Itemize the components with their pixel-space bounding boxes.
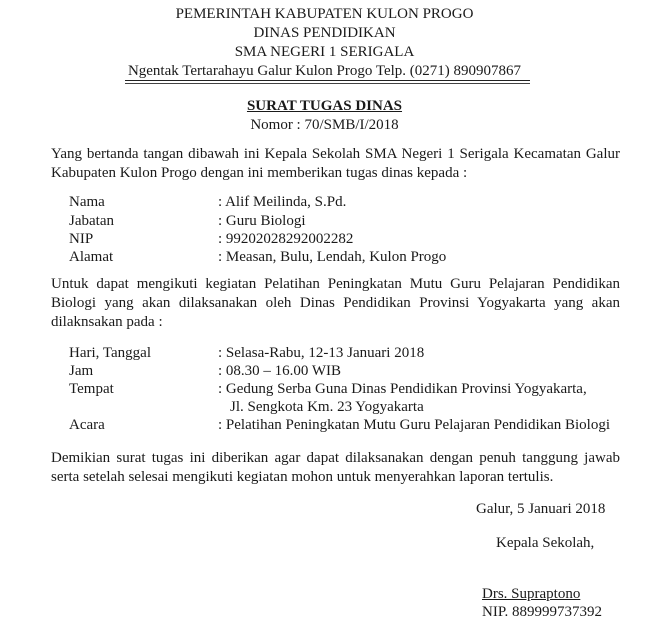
closing-paragraph: Demikian surat tugas ini diberikan agar dapat dilaksanakan dengan penuh tanggung jawab serta setelah selesai mengikuti kegiatan mohon untuk menyerahkan laporan tertulis. [51, 450, 620, 485]
schedule-place-label: Tempat [69, 381, 114, 397]
schedule-place-value-line2: Jl. Sengkota Km. 23 Yogyakarta [230, 399, 424, 415]
signature-nip: NIP. 889999737392 [482, 604, 603, 620]
assignee-name-label: Nama [69, 194, 105, 210]
assignee-name-value: : Alif Meilinda, S.Pd. [218, 194, 347, 210]
schedule-time-label: Jam [69, 363, 94, 379]
document-number: Nomor : 70/SMB/I/2018 [250, 117, 399, 133]
purpose-paragraph: Untuk dapat mengikuti kegiatan Pelatihan Peningkatan Mutu Guru Pelajaran Pendidikan Biologi yang akan dilaksanakan oleh Dinas Pendidikan Provinsi Yogyakarta yang akan dilaknsakan pada : [51, 276, 620, 330]
signature-place-date: Galur, 5 Januari 2018 [476, 501, 606, 517]
schedule-event-value: : Pelatihan Peningkatan Mutu Guru Pelajaran Pendidikan Biologi [218, 417, 611, 433]
document-title-wrap [0, 97, 649, 116]
letterhead-institution: PEMERINTAH KABUPATEN KULON PROGO [175, 6, 474, 22]
document-title: SURAT TUGAS DINAS [246, 98, 403, 114]
schedule-place-value: : Gedung Serba Guna Dinas Pendidikan Provinsi Yogyakarta, [218, 381, 587, 397]
letterhead-school: SMA NEGERI 1 SERIGALA [234, 44, 415, 60]
assignee-nip-value: : 99202028292002282 [218, 231, 354, 247]
assignee-position-label: Jabatan [69, 213, 114, 229]
schedule-time-value: : 08.30 – 16.00 WIB [218, 363, 342, 379]
schedule-day-label: Hari, Tanggal [69, 345, 151, 361]
assignee-address-value: : Measan, Bulu, Lendah, Kulon Progo [218, 249, 447, 265]
assignee-position-value: : Guru Biologi [218, 213, 306, 229]
letterhead-department: DINAS PENDIDIKAN [253, 25, 396, 41]
letterhead-divider-thick [125, 80, 530, 81]
schedule-event-label: Acara [69, 417, 105, 433]
letterhead-address: Ngentak Tertarahayu Galur Kulon Progo Telp. (0271) 890907867 [127, 63, 522, 79]
signature-name: Drs. Supraptono [482, 586, 581, 602]
signature-position: Kepala Sekolah, [496, 535, 595, 551]
assignee-nip-label: NIP [69, 231, 94, 247]
letterhead-divider-thin [125, 83, 530, 84]
intro-paragraph: Yang bertanda tangan dibawah ini Kepala Sekolah SMA Negeri 1 Serigala Kecamatan Galur Kabupaten Kulon Progo dengan ini memberikan tugas dinas kepada : [51, 146, 620, 181]
schedule-day-value: : Selasa-Rabu, 12-13 Januari 2018 [218, 345, 425, 361]
assignee-address-label: Alamat [69, 249, 114, 265]
